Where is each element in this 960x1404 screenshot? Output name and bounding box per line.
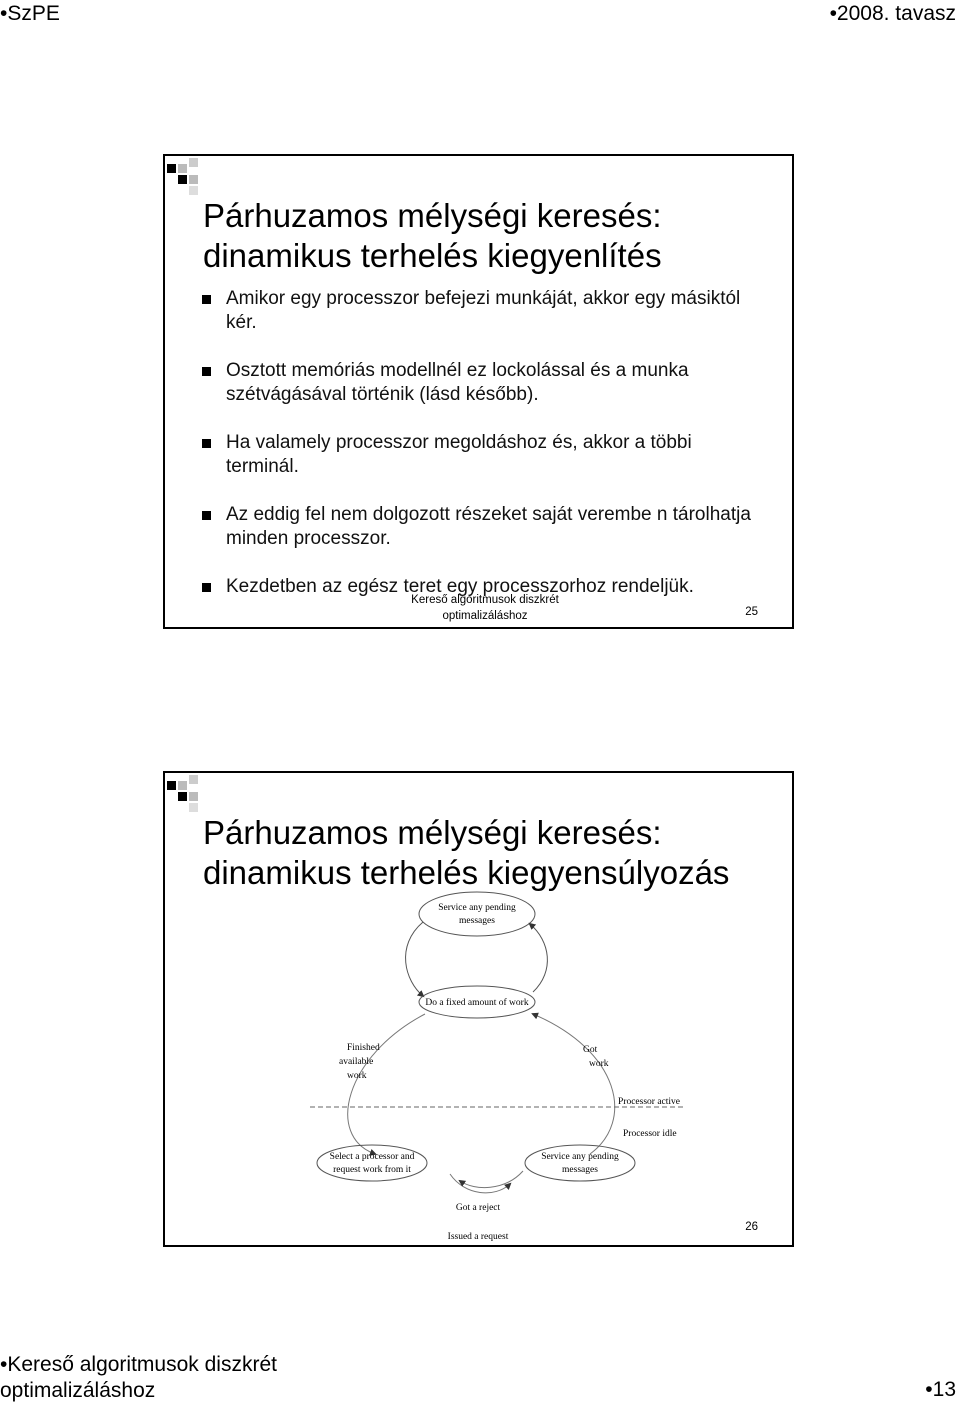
bullet-list [201, 287, 761, 623]
node-text: messages [562, 1165, 598, 1175]
header-right: •2008. tavasz [829, 2, 956, 25]
slide-logo-icon [167, 158, 215, 194]
label-reject: Got a reject [455, 1203, 501, 1213]
header-left: •SzPE [0, 2, 60, 25]
square-bullet-icon [202, 511, 211, 520]
label-finished: work [347, 1071, 367, 1081]
slide-page-number: 26 [745, 1221, 758, 1233]
label-got-work: Got [583, 1045, 598, 1055]
slide-title: Párhuzamos mélységi keresés: dinamikus terhelés kiegyenlítés [203, 197, 662, 274]
arrow-finished [348, 1014, 425, 1154]
load-balancing-diagram [305, 886, 685, 1241]
node-text: messages [459, 916, 495, 926]
node-text: request work from it [333, 1165, 411, 1175]
node-text: Do a fixed amount of work [425, 998, 529, 1008]
node-service-pending [419, 892, 535, 936]
slide-title: Párhuzamos mélységi keresés: dinamikus terhelés kiegyensúlyozás [203, 814, 730, 891]
label-issued: Issued a request [447, 1232, 509, 1241]
bullet-item: Az eddig fel nem dolgozott részeket saját verembe n tárolhatja minden processzor. [201, 503, 761, 551]
arrow-got-work [533, 1014, 615, 1154]
node-text: Select a processor and [329, 1152, 415, 1162]
square-bullet-icon [202, 583, 211, 592]
slide-25 [163, 154, 794, 629]
slide-footer: Kereső algoritmusok diszkrét optimalizáláshoz [411, 594, 559, 622]
slide-logo-icon [167, 775, 215, 811]
arrow-issued [450, 1174, 510, 1193]
arrow [406, 922, 423, 996]
slide-page-number: 25 [745, 606, 758, 618]
label-finished: available [339, 1057, 374, 1067]
node-select-processor [317, 1145, 427, 1181]
label-active: Processor active [618, 1097, 680, 1107]
node-text: Service any pending [541, 1152, 619, 1162]
bullet-item: Osztott memóriás modellnél ez lockolással és a munka szétvágásával történik (lásd később). [201, 359, 761, 407]
label-idle: Processor idle [623, 1129, 677, 1139]
arrow-reject [460, 1171, 523, 1188]
arrow [530, 924, 547, 992]
slide-26 [163, 771, 794, 1247]
bottom-footer-left: •Kereső algoritmusok diszkrét optimalizáláshoz [0, 1353, 277, 1402]
bullet-item: Ha valamely processzor megoldáshoz és, akkor a többi terminál. [201, 431, 761, 479]
square-bullet-icon [202, 367, 211, 376]
node-text: Service any pending [438, 903, 516, 913]
bullet-item: Amikor egy processzor befejezi munkáját, akkor egy másiktól kér. [201, 287, 761, 335]
square-bullet-icon [202, 295, 211, 304]
square-bullet-icon [202, 439, 211, 448]
node-service-pending-2 [525, 1145, 635, 1181]
label-finished: Finished [347, 1043, 380, 1053]
bottom-page-number: •13 [925, 1378, 956, 1401]
bullet-item: Kezdetben az egész teret egy processzorhoz rendeljük. [201, 575, 761, 599]
label-got-work: work [589, 1059, 609, 1069]
